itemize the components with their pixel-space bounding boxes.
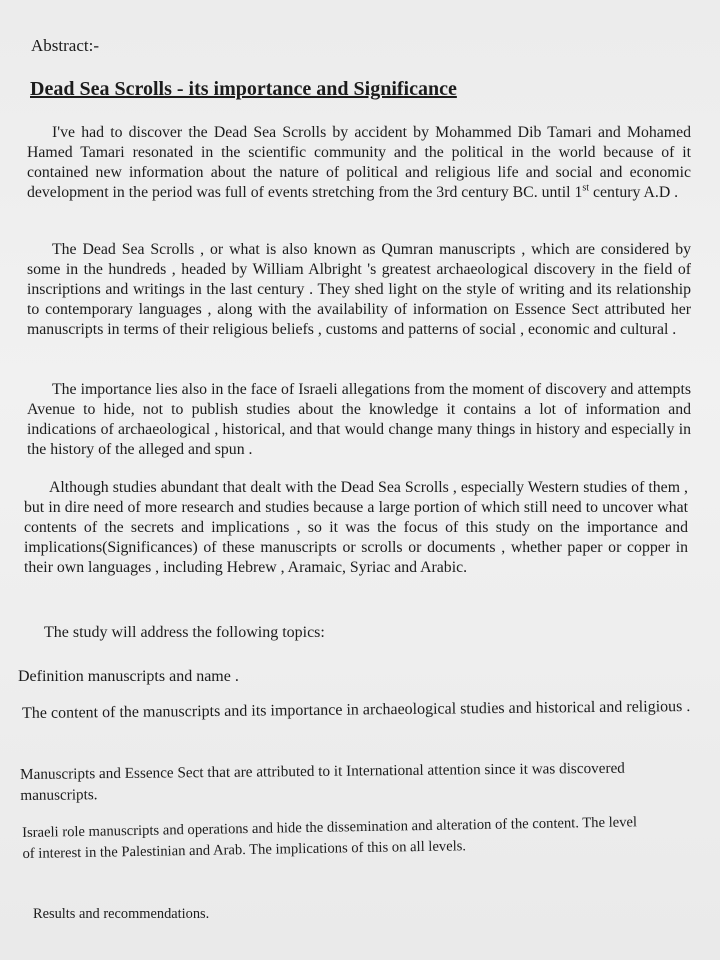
paragraph-1-tail: century A.D . bbox=[589, 184, 679, 201]
abstract-label: Abstract:- bbox=[31, 36, 99, 55]
topic-item: Israeli role manuscripts and operations and hide the dissemination and alteration of the content. The level of interest in the Palestinian and Arab. The implications of this on all levels. bbox=[22, 814, 638, 862]
paragraph-4: Although studies abundant that dealt with the Dead Sea Scrolls , especially Western studies of them , but in dire need of more research and studies because a large portion of which still need to uncover what contents of the secrets and implications , so it was the focus of this study on the importance and implications(Significances) of these manuscripts or scrolls or documents , whether paper or copper in their own languages , including Hebrew , Aramaic, Syriac and Arabic. bbox=[24, 479, 688, 576]
topic-item: Definition manuscripts and name . bbox=[18, 668, 239, 685]
topic-item: The content of the manuscripts and its importance in archaeological studies and historical and religious . bbox=[22, 698, 691, 722]
paragraph-1 bbox=[27, 123, 691, 203]
results-line: Results and recommendations. bbox=[33, 906, 210, 922]
paragraph-3: The importance lies also in the face of Israeli allegations from the moment of discovery and attempts Avenue to hide, not to publish studies about the knowledge it contains a lot of information and indications of archaeological , historical, and that would change many things in history and especially in the history of the alleged and spun . bbox=[27, 381, 691, 458]
ordinal-superscript: st bbox=[582, 182, 590, 194]
document-title: Dead Sea Scrolls - its importance and Significance bbox=[30, 78, 457, 100]
paragraph-2: The Dead Sea Scrolls , or what is also known as Qumran manuscripts , which are considered by some in the hundreds , headed by William Albright 's greatest archaeological discovery in the field of inscriptions and writings in the last century . They shed light on the style of writing and its relationship to contemporary languages , along with the availability of information on Essence Sect attributed her manuscripts in terms of their religious beliefs , customs and patterns of social , economic and cultural . bbox=[27, 241, 691, 338]
topic-item: Manuscripts and Essence Sect that are attributed to it International attention since it was discovered manuscripts. bbox=[20, 759, 625, 804]
topics-heading: The study will address the following topics: bbox=[44, 624, 325, 641]
paragraph-1-text: I've had to discover the Dead Sea Scrolls by accident by Mohammed Dib Tamari and Mohamed Hamed Tamari resonated in the scientific community and the political in the world because of it contained new information about the nature of political and religious life and social and economic development in the period was full of events stretching from the 3rd century BC. until 1 bbox=[27, 124, 691, 201]
